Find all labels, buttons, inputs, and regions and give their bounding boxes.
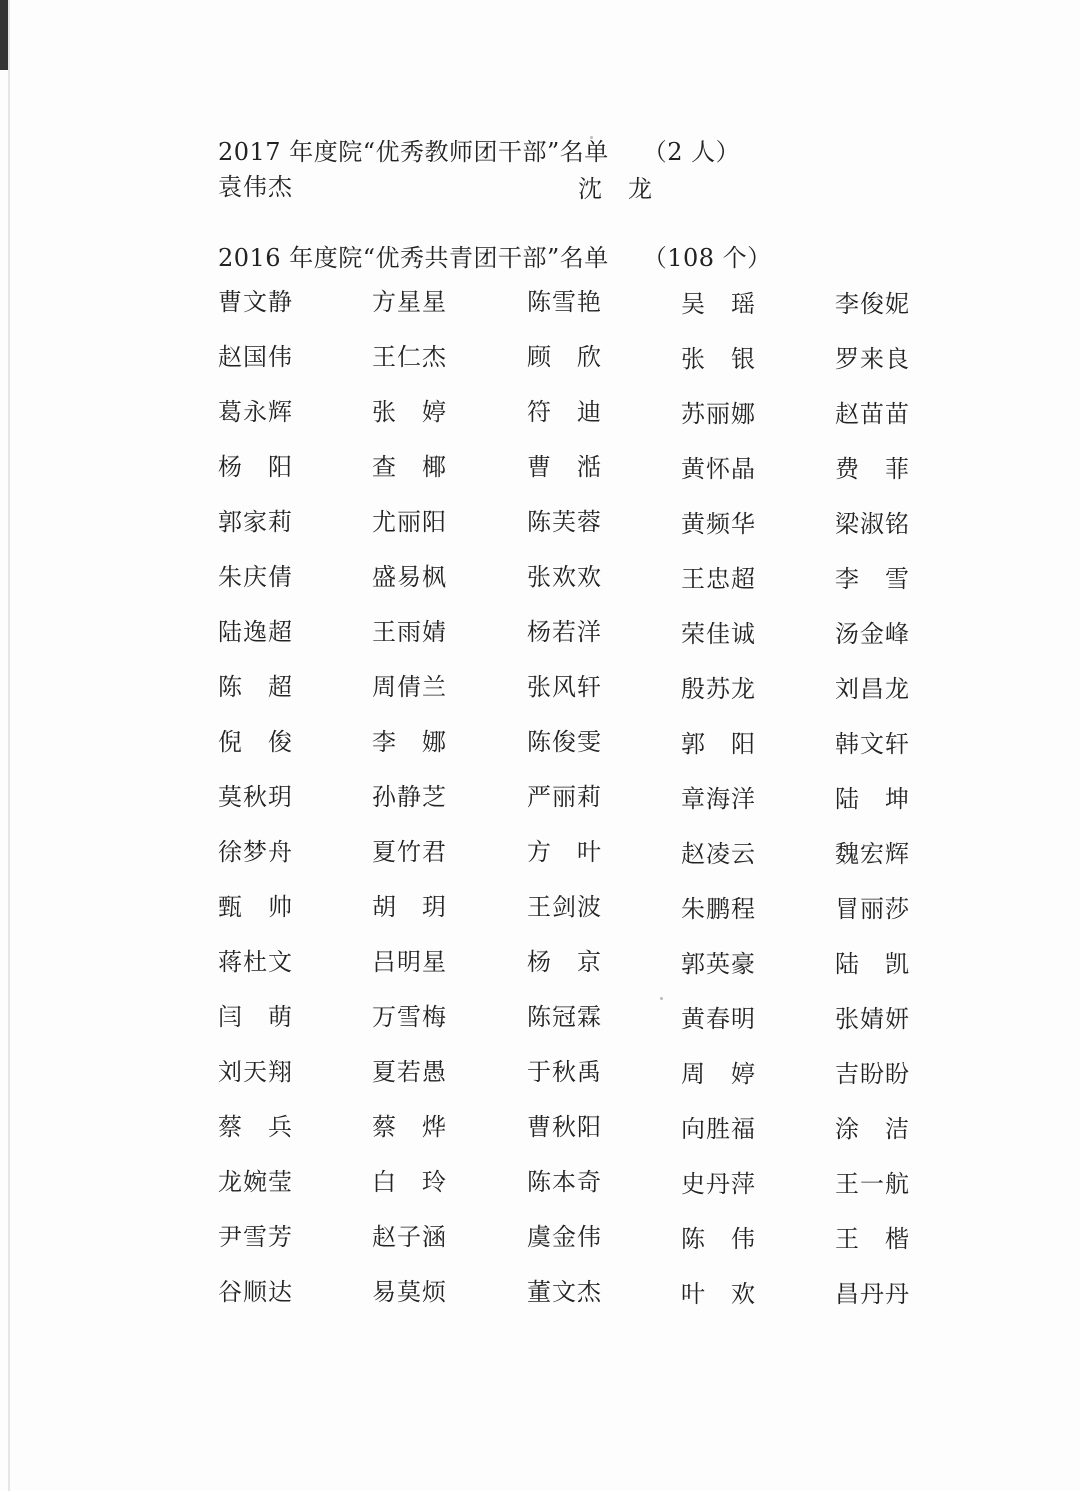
- name-2016-r16-c4: 向胜福: [681, 1115, 756, 1143]
- name-2016-r14-c2: 万雪梅: [372, 1003, 447, 1031]
- name-2016-r16-c1: 蔡 兵: [218, 1113, 293, 1141]
- name-2016-r3-c1: 葛永辉: [218, 398, 293, 426]
- name-2016-r1-c1: 曹文静: [218, 288, 293, 316]
- name-2016-r11-c2: 夏竹君: [372, 838, 447, 866]
- name-2016-r19-c5: 昌丹丹: [835, 1280, 910, 1308]
- name-2016-r2-c1: 赵国伟: [218, 343, 293, 371]
- name-2016-r8-c2: 周倩兰: [372, 673, 447, 701]
- name-2016-r7-c5: 汤金峰: [835, 620, 910, 648]
- name-2016-r4-c2: 查 椰: [372, 453, 447, 481]
- name-2016-r15-c3: 于秋禹: [527, 1058, 602, 1086]
- name-2016-r6-c4: 王忠超: [681, 565, 756, 593]
- name-2016-r19-c1: 谷顺达: [218, 1278, 293, 1306]
- name-2016-r8-c3: 张风轩: [527, 673, 602, 701]
- name-2016-r5-c1: 郭家莉: [218, 508, 293, 536]
- name-2016-r10-c5: 陆 坤: [835, 785, 910, 813]
- name-2016-r2-c4: 张 银: [681, 345, 756, 373]
- name-2016-r18-c5: 王 楷: [835, 1225, 910, 1253]
- name-2016-r4-c4: 黄怀晶: [681, 455, 756, 483]
- name-2016-r11-c5: 魏宏辉: [835, 840, 910, 868]
- name-2016-r5-c2: 尤丽阳: [372, 508, 447, 536]
- name-2016-r9-c5: 韩文轩: [835, 730, 910, 758]
- name-2016-r15-c2: 夏若愚: [372, 1058, 447, 1086]
- name-2016-r15-c1: 刘天翔: [218, 1058, 293, 1086]
- name-2017-1: 袁伟杰: [218, 173, 293, 201]
- name-2016-r14-c1: 闫 萌: [218, 1003, 293, 1031]
- name-2016-r8-c5: 刘昌龙: [835, 675, 910, 703]
- section-2017-count: （2 人）: [642, 138, 741, 166]
- name-2016-r12-c3: 王剑波: [527, 893, 602, 921]
- name-2016-r17-c5: 王一航: [835, 1170, 910, 1198]
- name-2017-2: 沈 龙: [578, 175, 653, 203]
- name-2016-r10-c1: 莫秋玥: [218, 783, 293, 811]
- name-2016-r6-c3: 张欢欢: [527, 563, 602, 591]
- scan-speck: [660, 997, 663, 1000]
- name-2016-r15-c5: 吉盼盼: [835, 1060, 910, 1088]
- name-2016-r1-c3: 陈雪艳: [527, 288, 602, 316]
- name-2016-r9-c3: 陈俊雯: [527, 728, 602, 756]
- name-2016-r13-c2: 吕明星: [372, 948, 447, 976]
- name-2016-r4-c3: 曹 湉: [527, 453, 602, 481]
- name-2016-r17-c1: 龙婉莹: [218, 1168, 293, 1196]
- name-2016-r8-c4: 殷苏龙: [681, 675, 756, 703]
- name-2016-r2-c3: 顾 欣: [527, 343, 602, 371]
- name-2016-r13-c4: 郭英豪: [681, 950, 756, 978]
- name-2016-r16-c2: 蔡 烨: [372, 1113, 447, 1141]
- name-2016-r18-c4: 陈 伟: [681, 1225, 756, 1253]
- name-2016-r6-c2: 盛易枫: [372, 563, 447, 591]
- name-2016-r7-c3: 杨若洋: [527, 618, 602, 646]
- section-2017-title: 2017 年度院“优秀教师团干部”名单: [218, 138, 609, 166]
- name-2016-r4-c5: 费 菲: [835, 455, 910, 483]
- name-2016-r1-c5: 李俊妮: [835, 290, 910, 318]
- name-2016-r3-c2: 张 婷: [372, 398, 447, 426]
- name-2016-r5-c3: 陈芙蓉: [527, 508, 602, 536]
- name-2016-r7-c1: 陆逸超: [218, 618, 293, 646]
- name-2016-r10-c2: 孙静芝: [372, 783, 447, 811]
- name-2016-r16-c3: 曹秋阳: [527, 1113, 602, 1141]
- section-2017-heading: [218, 137, 740, 167]
- name-2016-r17-c3: 陈本奇: [527, 1168, 602, 1196]
- name-2016-r16-c5: 涂 洁: [835, 1115, 910, 1143]
- name-2016-r12-c2: 胡 玥: [372, 893, 447, 921]
- name-2016-r1-c4: 吴 瑶: [681, 290, 756, 318]
- name-2016-r11-c4: 赵凌云: [681, 840, 756, 868]
- name-2016-r12-c5: 冒丽莎: [835, 895, 910, 923]
- name-2016-r10-c4: 章海洋: [681, 785, 756, 813]
- name-2016-r19-c2: 易莫烦: [372, 1278, 447, 1306]
- name-2016-r9-c4: 郭 阳: [681, 730, 756, 758]
- section-2016-title: 2016 年度院“优秀共青团干部”名单: [218, 244, 609, 272]
- name-2016-r4-c1: 杨 阳: [218, 453, 293, 481]
- name-2016-r9-c2: 李 娜: [372, 728, 447, 756]
- name-2016-r2-c2: 王仁杰: [372, 343, 447, 371]
- name-2016-r6-c5: 李 雪: [835, 565, 910, 593]
- name-2016-r12-c1: 甄 帅: [218, 893, 293, 921]
- name-2016-r5-c4: 黄频华: [681, 510, 756, 538]
- name-2016-r13-c5: 陆 凯: [835, 950, 910, 978]
- name-2016-r3-c3: 符 迪: [527, 398, 602, 426]
- name-2016-r18-c2: 赵子涵: [372, 1223, 447, 1251]
- name-2016-r2-c5: 罗来良: [835, 345, 910, 373]
- name-2016-r13-c3: 杨 京: [527, 948, 602, 976]
- name-2016-r15-c4: 周 婷: [681, 1060, 756, 1088]
- name-2016-r7-c4: 荣佳诚: [681, 620, 756, 648]
- name-2016-r3-c5: 赵苗苗: [835, 400, 910, 428]
- name-2016-r17-c4: 史丹萍: [681, 1170, 756, 1198]
- name-2016-r11-c1: 徐梦舟: [218, 838, 293, 866]
- name-2016-r6-c1: 朱庆倩: [218, 563, 293, 591]
- name-2016-r19-c4: 叶 欢: [681, 1280, 756, 1308]
- name-2016-r8-c1: 陈 超: [218, 673, 293, 701]
- name-2016-r3-c4: 苏丽娜: [681, 400, 756, 428]
- name-2016-r5-c5: 梁淑铭: [835, 510, 910, 538]
- name-2016-r18-c1: 尹雪芳: [218, 1223, 293, 1251]
- scan-edge-line: [8, 0, 10, 1491]
- name-2016-r19-c3: 董文杰: [527, 1278, 602, 1306]
- name-2016-r7-c2: 王雨婧: [372, 618, 447, 646]
- name-2016-r17-c2: 白 玲: [372, 1168, 447, 1196]
- name-2016-r9-c1: 倪 俊: [218, 728, 293, 756]
- name-2016-r10-c3: 严丽莉: [527, 783, 602, 811]
- name-2016-r14-c3: 陈冠霖: [527, 1003, 602, 1031]
- name-2016-r18-c3: 虞金伟: [527, 1223, 602, 1251]
- name-2016-r11-c3: 方 叶: [527, 838, 602, 866]
- name-2016-r14-c4: 黄春明: [681, 1005, 756, 1033]
- name-2016-r14-c5: 张婧妍: [835, 1005, 910, 1033]
- name-2016-r12-c4: 朱鹏程: [681, 895, 756, 923]
- section-2016-heading: [218, 243, 772, 273]
- scan-edge-mark: [0, 0, 8, 70]
- name-2016-r1-c2: 方星星: [372, 288, 447, 316]
- name-2016-r13-c1: 蒋杜文: [218, 948, 293, 976]
- section-2016-count: （108 个）: [642, 244, 772, 272]
